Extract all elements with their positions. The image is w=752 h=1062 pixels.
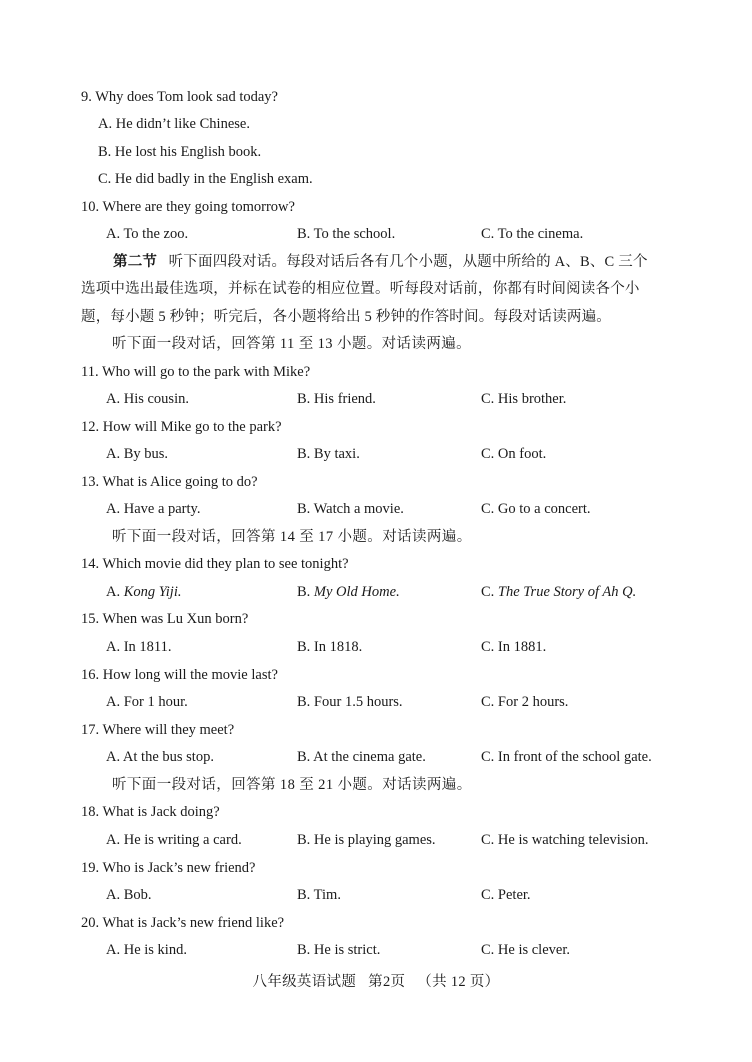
question-text: 11. Who will go to the park with Mike? [81,364,311,380]
option-c: C. He is clever. [481,942,570,958]
option-row [0,441,752,468]
question-text: 20. What is Jack’s new friend like? [81,915,285,931]
instruction-text: 听下面一段对话，回答第 14 至 17 小题。对话读两遍。 [112,529,472,545]
option-letter: C. [481,584,498,600]
question-16 [0,662,752,689]
question-18 [0,799,752,826]
question-19 [0,855,752,882]
question-text: 10. Where are they going tomorrow? [81,199,295,215]
option-a: A. His cousin. [106,391,189,407]
question-text: 14. Which movie did they plan to see tonight? [81,556,349,572]
option-c: C. In 1881. [481,639,547,655]
option-letter: A. [106,584,124,600]
movie-title: My Old Home. [313,584,400,600]
option-c: C. To the cinema. [481,226,584,242]
option-a: A. In 1811. [106,639,172,655]
section-2-intro [81,249,671,331]
option-c: C. In front of the school gate. [481,749,652,765]
option-a [106,579,181,606]
option-c: C. Go to a concert. [481,501,591,517]
option-b [297,579,400,606]
option-row [0,937,752,964]
option-row [0,166,752,193]
option-b: B. He is playing games. [297,832,436,848]
question-text: 17. Where will they meet? [81,722,235,738]
instruction-row [0,331,752,358]
option-a: A. For 1 hour. [106,694,188,710]
option-row [0,634,752,661]
option-b: B. He is strict. [297,942,381,958]
section-heading: 第二节 [113,254,158,270]
option-row [0,496,752,523]
option-a: A. Bob. [106,887,152,903]
option-b: B. At the cinema gate. [297,749,426,765]
question-text: 16. How long will the movie last? [81,667,278,683]
option-c: C. Peter. [481,887,531,903]
question-10 [0,194,752,221]
movie-title: Kong Yiji. [123,584,182,600]
option-b: B. His friend. [297,391,376,407]
option-b: B. He lost his English book. [98,144,262,160]
question-text: 12. How will Mike go to the park? [81,419,282,435]
movie-title: The True Story of Ah Q. [497,584,637,600]
option-row [0,827,752,854]
option-row [0,139,752,166]
option-b: B. By taxi. [297,446,360,462]
option-a: A. To the zoo. [106,226,189,242]
question-text: 9. Why does Tom look sad today? [81,89,278,105]
instruction-row [0,524,752,551]
section-text-1: 听下面四段对话。每段对话后各有几个小题，从题中所给的 A、B、C 三个 [168,254,648,270]
question-15 [0,606,752,633]
page-footer [0,970,752,991]
option-c: C. For 2 hours. [481,694,569,710]
instruction-text: 听下面一段对话，回答第 11 至 13 小题。对话读两遍。 [112,336,472,352]
option-b: B. In 1818. [297,639,363,655]
option-c: C. On foot. [481,446,547,462]
question-13 [0,469,752,496]
option-a: A. By bus. [106,446,169,462]
question-text: 19. Who is Jack’s new friend? [81,860,256,876]
instruction-text: 听下面一段对话，回答第 18 至 21 小题。对话读两遍。 [112,777,472,793]
question-text: 18. What is Jack doing? [81,804,220,820]
footer-subject: 八年级英语试题 [252,974,357,990]
option-a: A. Have a party. [106,501,201,517]
option-row [0,386,752,413]
option-c: C. He did badly in the English exam. [98,171,313,187]
question-17 [0,717,752,744]
option-row [0,579,752,606]
option-row [0,744,752,771]
option-b: B. To the school. [297,226,396,242]
option-a: A. He didn’t like Chinese. [98,116,250,132]
option-b: B. Watch a movie. [297,501,404,517]
section-text-3: 题，每小题 5 秒钟；听完后，各小题将给出 5 秒钟的作答时间。每段对话读两遍。 [81,308,611,325]
option-a: A. He is kind. [106,942,187,958]
footer-page-number: 第2页 [368,974,406,990]
option-c: C. His brother. [481,391,567,407]
option-b: B. Tim. [297,887,341,903]
section-text-2: 选项中选出最佳选项，并标在试卷的相应位置。听每段对话前，你都有时间阅读各个小 [81,281,640,298]
question-11 [0,359,752,386]
question-20 [0,910,752,937]
question-9 [0,84,752,111]
option-row [0,689,752,716]
option-row [0,882,752,909]
question-text: 13. What is Alice going to do? [81,474,258,490]
option-c: C. He is watching television. [481,832,649,848]
question-12 [0,414,752,441]
option-b: B. Four 1.5 hours. [297,694,403,710]
instruction-row [0,772,752,799]
option-a: A. At the bus stop. [106,749,214,765]
footer-total-pages: （共 12 页） [417,974,500,990]
option-row [0,221,752,248]
option-a: A. He is writing a card. [106,832,242,848]
option-c [481,579,636,606]
question-text: 15. When was Lu Xun born? [81,611,249,627]
option-row [0,111,752,138]
question-14 [0,551,752,578]
option-letter: B. [297,584,314,600]
